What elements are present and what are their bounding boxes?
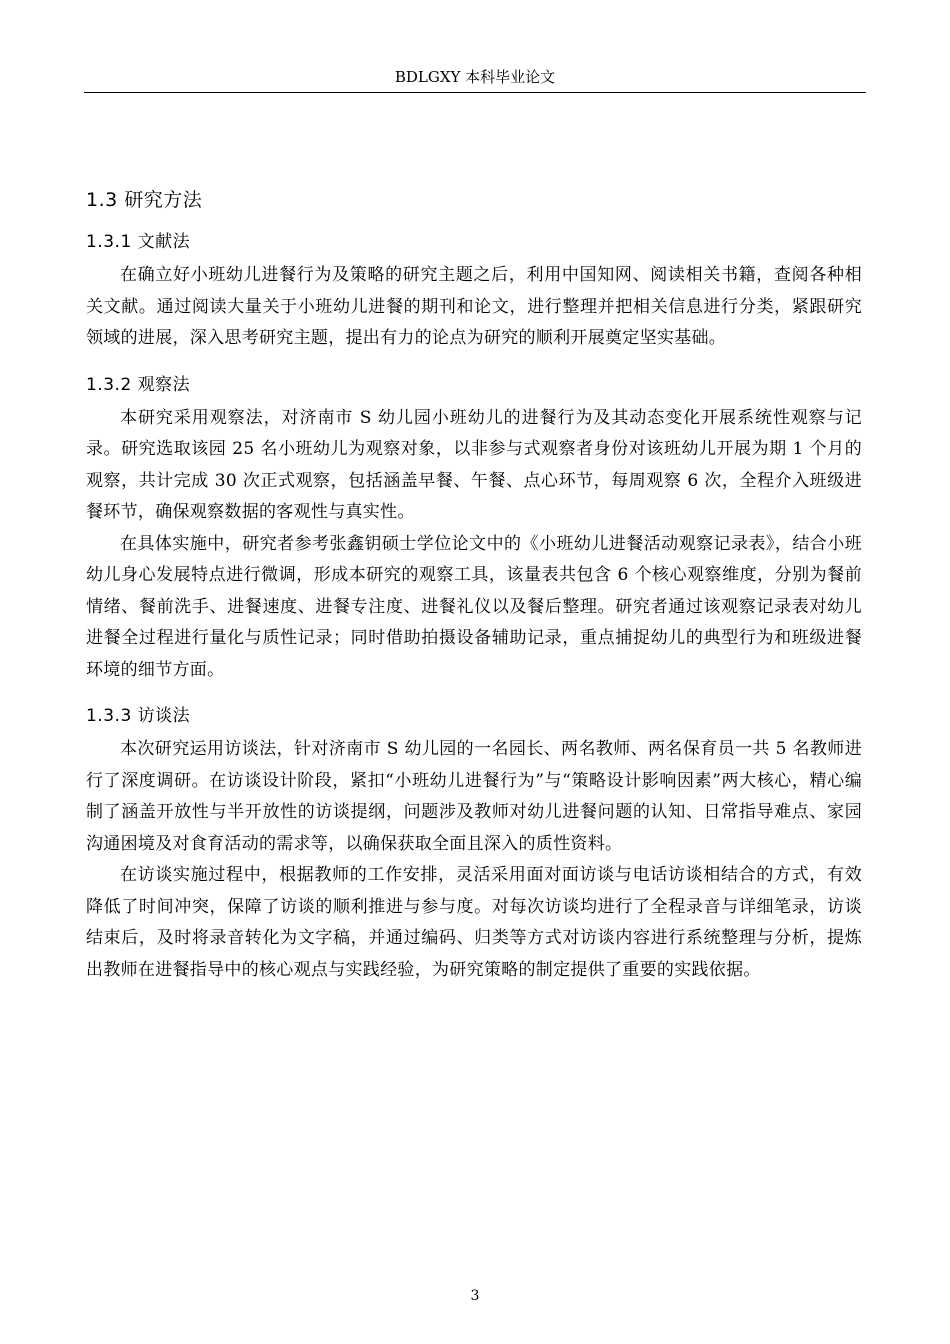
page-body: [86, 180, 862, 986]
subsection-literature: [86, 226, 862, 355]
paragraph: 在具体实施中，研究者参考张鑫钥硕士学位论文中的《小班幼儿进餐活动观察记录表》，结合小班幼儿身心发展特点进行微调，形成本研究的观察工具，该量表共包含 6 个核心观察维度，分别为餐前情绪、餐前洗手、进餐速度、进餐专注度、进餐礼仪以及餐后整理。研究者通过该观察记录表对幼儿进餐全过程进行量化与质性记录；同时借助拍摄设备辅助记录，重点捕捉幼儿的典型行为和班级进餐环境的细节方面。: [86, 533, 862, 680]
subsection-observation: [86, 369, 862, 687]
subsection-heading: 1.3.2 观察法: [86, 374, 191, 395]
paragraph: 在访谈实施过程中，根据教师的工作安排，灵活采用面对面访谈与电话访谈相结合的方式，有效降低了时间冲突，保障了访谈的顺利推进与参与度。对每次访谈均进行了全程录音与详细笔录，访谈结束后，及时将录音转化为文字稿，并通过编码、归类等方式对访谈内容进行系统整理与分析，提炼出教师在进餐指导中的核心观点与实践经验，为研究策略的制定提供了重要的实践依据。: [86, 865, 862, 980]
subsection-interview: [86, 700, 862, 986]
page-header: BDLGXY 本科毕业论文: [84, 66, 866, 93]
page-number: 3: [470, 1288, 480, 1304]
paragraph: 本研究采用观察法，对济南市 S 幼儿园小班幼儿的进餐行为及其动态变化开展系统性观察与记录。研究选取该园 25 名小班幼儿为观察对象，以非参与式观察者身份对该班幼儿开展为期 1 个月的观察，共计完成 30 次正式观察，包括涵盖早餐、午餐、点心环节，每周观察 6 次，全程介入班级进餐环节，确保观察数据的客观性与真实性。: [86, 407, 862, 522]
subsection-heading: 1.3.3 访谈法: [86, 706, 191, 726]
subsection-heading: 1.3.1 文献法: [86, 232, 191, 252]
section-heading: 1.3 研究方法: [86, 189, 203, 211]
paragraph: 在确立好小班幼儿进餐行为及策略的研究主题之后，利用中国知网、阅读相关书籍，查阅各种相关文献。通过阅读大量关于小班幼儿进餐的期刊和论文，进行整理并把相关信息进行分类，紧跟研究领域的进展，深入思考研究主题，提出有力的论点为研究的顺利开展奠定坚实基础。: [86, 265, 862, 348]
paragraph: 本次研究运用访谈法，针对济南市 S 幼儿园的一名园长、两名教师、两名保育员一共 5 名教师进行了深度调研。在访谈设计阶段，紧扣“小班幼儿进餐行为”与“策略设计影响因素”两大核心，精心编制了涵盖开放性与半开放性的访谈提纲，问题涉及教师对幼儿进餐问题的认知、日常指导难点、家园沟通困境及对食育活动的需求等，以确保获取全面且深入的质性资料。: [86, 739, 862, 854]
